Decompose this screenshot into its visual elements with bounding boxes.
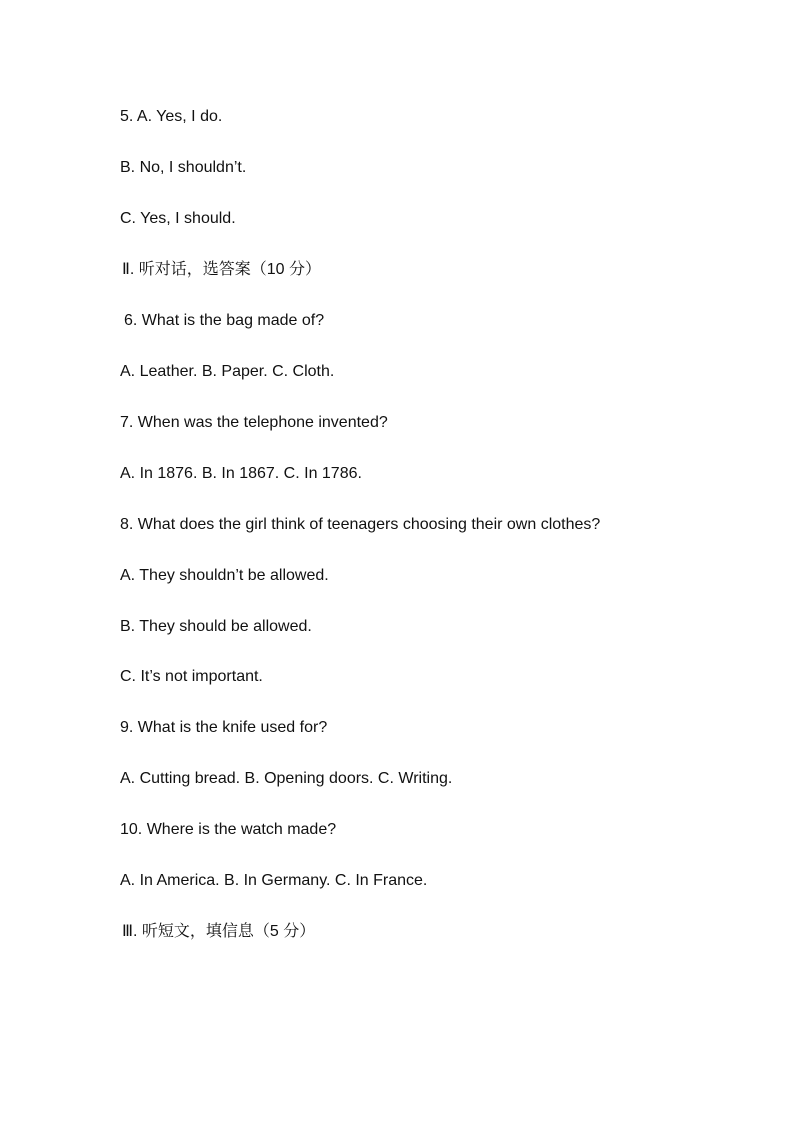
q9-question: 9. What is the knife used for?: [120, 719, 328, 736]
q5-option-b: B. No, I shouldn’t.: [120, 159, 247, 176]
q8-option-a: A. They shouldn’t be allowed.: [120, 567, 329, 584]
q5-option-c: C. Yes, I should.: [120, 210, 236, 227]
q10-options: A. In America. B. In Germany. C. In France.: [120, 872, 428, 889]
q6-question: 6. What is the bag made of?: [124, 312, 325, 329]
q8-option-c: C. It’s not important.: [120, 668, 263, 685]
q8-option-b: B. They should be allowed.: [120, 618, 312, 635]
q7-question: 7. When was the telephone invented?: [120, 414, 388, 431]
q7-options: A. In 1876. B. In 1867. C. In 1786.: [120, 465, 362, 482]
q10-question: 10. Where is the watch made?: [120, 821, 337, 838]
q5-option-a: 5. A. Yes, I do.: [120, 108, 223, 125]
section-3-heading: Ⅲ. 听短文，填信息（5 分）: [122, 923, 316, 940]
q6-options: A. Leather. B. Paper. C. Cloth.: [120, 363, 335, 380]
q9-options: A. Cutting bread. B. Opening doors. C. Writing.: [120, 770, 453, 787]
section-2-heading: Ⅱ. 听对话，选答案（10 分）: [122, 261, 322, 278]
q8-question: 8. What does the girl think of teenagers choosing their own clothes?: [120, 516, 601, 533]
